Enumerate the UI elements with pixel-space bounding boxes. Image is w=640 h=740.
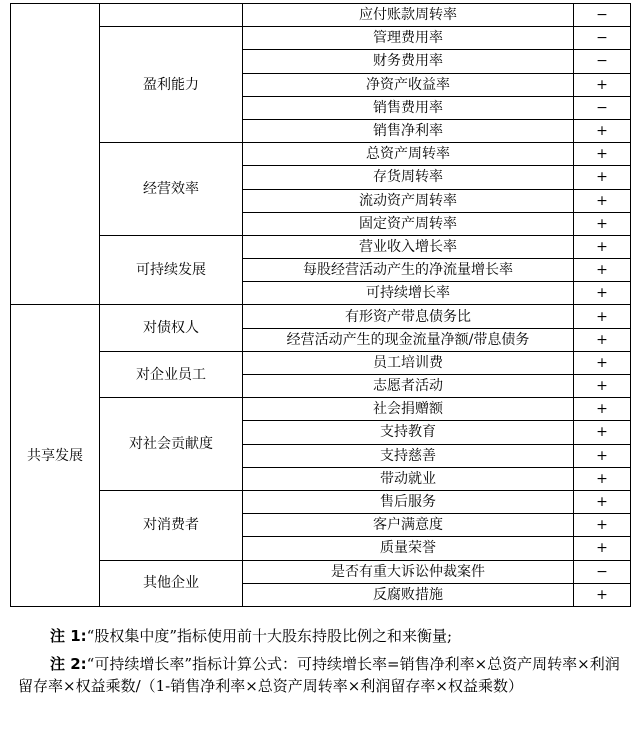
indicator-table [10,3,631,607]
indicator-cell: 每股经营活动产生的净流量增长率 [243,259,574,282]
direction-cell: + [574,282,631,305]
direction-cell: − [574,4,631,27]
indicator-cell: 管理费用率 [243,27,574,50]
subgroup-cell: 对消费者 [100,490,243,560]
table-row [11,27,631,50]
table-row [11,490,631,513]
subgroup-cell: 盈利能力 [100,27,243,143]
subgroup-cell [100,4,243,27]
indicator-cell: 社会捐赠额 [243,398,574,421]
indicator-cell: 可持续增长率 [243,282,574,305]
direction-cell: + [574,328,631,351]
indicator-cell: 存货周转率 [243,166,574,189]
indicator-cell: 质量荣誉 [243,537,574,560]
subgroup-cell: 对企业员工 [100,351,243,397]
indicator-cell: 志愿者活动 [243,375,574,398]
indicator-cell: 是否有重大诉讼仲裁案件 [243,560,574,583]
indicator-cell: 售后服务 [243,490,574,513]
note-2 [18,653,626,697]
note-1-label: 注 1: [50,627,87,645]
indicator-cell: 经营活动产生的现金流量净额/带息债务 [243,328,574,351]
direction-cell: + [574,212,631,235]
notes [18,625,626,697]
indicator-cell: 销售费用率 [243,96,574,119]
table-row [11,305,631,328]
direction-cell: + [574,235,631,258]
subgroup-cell: 对社会贡献度 [100,398,243,491]
direction-cell: + [574,119,631,142]
table-row [11,143,631,166]
note-1-text: “股权集中度”指标使用前十大股东持股比例之和来衡量; [86,627,453,645]
note-2-text: “可持续增长率”指标计算公式：可持续增长率=销售净利率×总资产周转率×利润留存率×权益乘数/（1-销售净利率×总资产周转率×利润留存率×权益乘数） [18,655,620,695]
subgroup-cell: 对债权人 [100,305,243,351]
direction-cell: + [574,73,631,96]
indicator-cell: 财务费用率 [243,50,574,73]
category-cell [11,4,100,305]
direction-cell: − [574,50,631,73]
direction-cell: + [574,537,631,560]
direction-cell: + [574,583,631,606]
table-row [11,351,631,374]
direction-cell: − [574,560,631,583]
direction-cell: + [574,351,631,374]
direction-cell: + [574,189,631,212]
subgroup-cell: 其他企业 [100,560,243,606]
indicator-cell: 营业收入增长率 [243,235,574,258]
direction-cell: + [574,444,631,467]
direction-cell: + [574,166,631,189]
category-cell: 共享发展 [11,305,100,606]
direction-cell: − [574,96,631,119]
direction-cell: + [574,305,631,328]
subgroup-cell: 可持续发展 [100,235,243,305]
direction-cell: + [574,421,631,444]
direction-cell: − [574,27,631,50]
indicator-cell: 有形资产带息债务比 [243,305,574,328]
direction-cell: + [574,514,631,537]
table-row [11,235,631,258]
indicator-cell: 应付账款周转率 [243,4,574,27]
direction-cell: + [574,490,631,513]
indicator-cell: 流动资产周转率 [243,189,574,212]
subgroup-cell: 经营效率 [100,143,243,236]
indicator-cell: 员工培训费 [243,351,574,374]
note-1 [18,625,626,647]
indicator-cell: 带动就业 [243,467,574,490]
note-2-label: 注 2: [50,655,87,673]
indicator-cell: 总资产周转率 [243,143,574,166]
indicator-cell: 净资产收益率 [243,73,574,96]
direction-cell: + [574,143,631,166]
direction-cell: + [574,398,631,421]
indicator-cell: 客户满意度 [243,514,574,537]
table-row [11,398,631,421]
direction-cell: + [574,259,631,282]
direction-cell: + [574,467,631,490]
table-row [11,4,631,27]
indicator-cell: 反腐败措施 [243,583,574,606]
indicator-cell: 支持慈善 [243,444,574,467]
table-row [11,560,631,583]
indicator-cell: 固定资产周转率 [243,212,574,235]
indicator-cell: 销售净利率 [243,119,574,142]
direction-cell: + [574,375,631,398]
indicator-cell: 支持教育 [243,421,574,444]
